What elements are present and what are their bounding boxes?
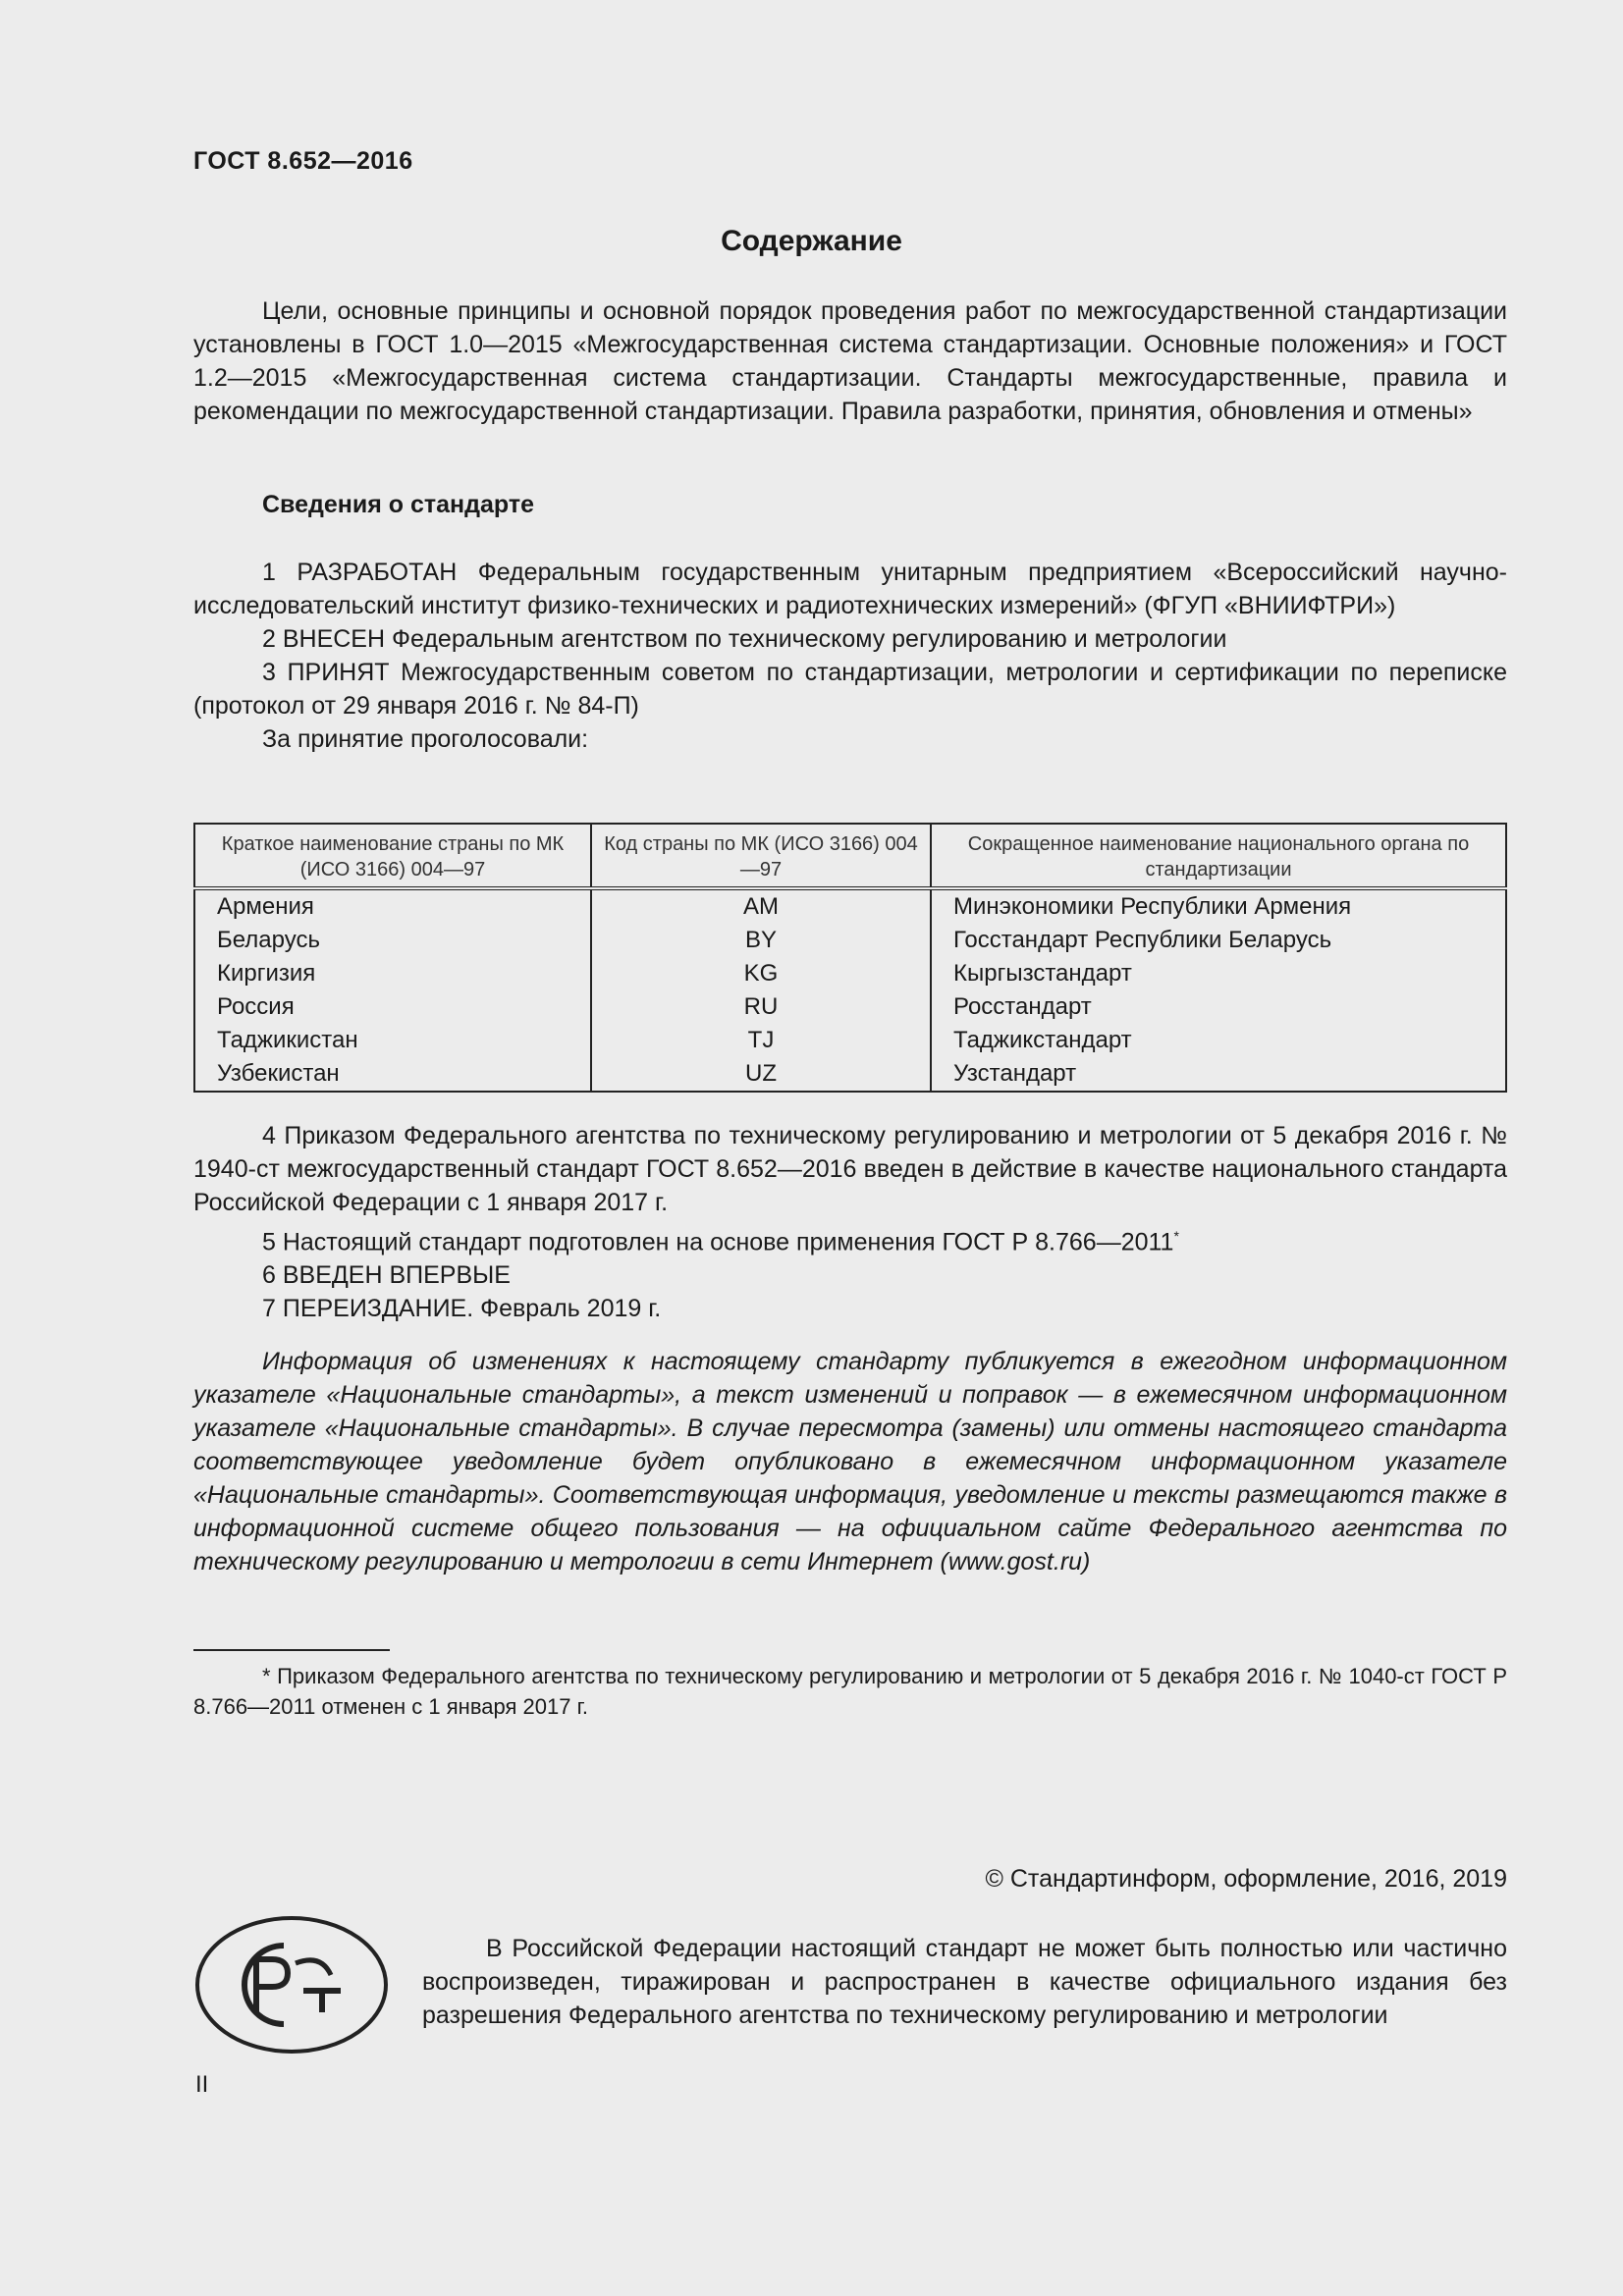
intro-text: Цели, основные принципы и основной порядок проведения работ по межгосударственной стандартизации установлены в ГОСТ 1.0—2015 «Межгосударственная система стандартизации. Основные положения» и ГОСТ 1.2—2015 «Межгосударственная система стандартизации. Стандарты межгосударственные, правила и рекомендации по межгосударственной стандартизации. Правила разработки, принятия, обновления и отмены» — [193, 297, 1507, 425]
info-item-3: 3 ПРИНЯТ Межгосударственным советом по стандартизации, метрологии и сертификации по переписке (протокол от 29 января 2016 г. № 84-П) — [193, 659, 1507, 720]
code-cell: AM — [591, 888, 931, 924]
body-cell: Кыргызстандарт — [931, 957, 1506, 990]
copyright-notice: © Стандартинформ, оформление, 2016, 2019 — [985, 1865, 1507, 1893]
standard-info-list — [193, 556, 1507, 756]
table-row — [194, 990, 1506, 1024]
table-header-row — [194, 824, 1506, 888]
body-cell: Узстандарт — [931, 1057, 1506, 1092]
info-item-4: 4 Приказом Федерального агентства по техническому регулированию и метрологии от 5 декабря 2016 г. № 1940-ст межгосударственный стандарт ГОСТ 8.652—2016 введен в действие в качестве национального стандарта Российской Федерации с 1 января 2017 г. — [193, 1122, 1507, 1216]
section-title: Сведения о стандарте — [262, 491, 535, 518]
rights-text: В Российской Федерации настоящий стандарт не может быть полностью или частично воспроизведен, тиражирован и распространен в качестве официального издания без разрешения Федерального агентства по техническому регулированию и метрологии — [422, 1935, 1507, 2029]
table-row — [194, 888, 1506, 924]
body-cell: Росстандарт — [931, 990, 1506, 1024]
intro-paragraph — [193, 294, 1507, 428]
standard-info-list-continued — [193, 1119, 1507, 1325]
table-row — [194, 924, 1506, 957]
footnote — [193, 1661, 1507, 1722]
page-number: II — [195, 2071, 209, 2098]
country-cell: Таджикистан — [194, 1024, 591, 1057]
info-item-1: 1 РАЗРАБОТАН Федеральным государственным унитарным предприятием «Всероссийский научно-исследовательский институт физико-технических и радиотехнических измерений» (ФГУП «ВНИИФТРИ») — [193, 559, 1507, 619]
document-header: ГОСТ 8.652—2016 — [193, 147, 413, 175]
footnote-divider — [193, 1649, 390, 1651]
country-cell: Россия — [194, 990, 591, 1024]
body-cell: Таджикстандарт — [931, 1024, 1506, 1057]
code-cell: TJ — [591, 1024, 931, 1057]
header-body: Сокращенное наименование национального органа по стандартизации — [931, 824, 1506, 888]
body-cell: Минэкономики Республики Армения — [931, 888, 1506, 924]
table-row — [194, 1024, 1506, 1057]
code-cell: UZ — [591, 1057, 931, 1092]
info-item-5-text: 5 Настоящий стандарт подготовлен на основе применения ГОСТ Р 8.766—2011 — [262, 1228, 1174, 1256]
footnote-text: * Приказом Федерального агентства по техническому регулированию и метрологии от 5 декабря 2016 г. № 1040-ст ГОСТ Р 8.766—2011 отменен с 1 января 2017 г. — [193, 1664, 1507, 1719]
header-country: Краткое наименование страны по МК (ИСО 3166) 004—97 — [194, 824, 591, 888]
body-cell: Госстандарт Республики Беларусь — [931, 924, 1506, 957]
page-title: Содержание — [721, 225, 902, 257]
table-row — [194, 957, 1506, 990]
country-cell: Киргизия — [194, 957, 591, 990]
country-cell: Беларусь — [194, 924, 591, 957]
country-cell: Узбекистан — [194, 1057, 591, 1092]
info-item-6: 6 ВВЕДЕН ВПЕРВЫЕ — [262, 1261, 511, 1290]
code-cell: BY — [591, 924, 931, 957]
info-item-5 — [193, 1219, 1507, 1258]
code-cell: RU — [591, 990, 931, 1024]
changes-info-block — [193, 1345, 1507, 1578]
changes-info-text: Информация об изменениях к настоящему стандарту публикуется в ежегодном информационном указателе «Национальные стандарты», а текст изменений и поправок — в ежемесячном информационном указателе «Национальные стандарты». В случае пересмотра (замены) или отмены настоящего стандарта соответствующее уведомление будет опубликовано в ежемесячном информационном указателе «Национальные стандарты». Соответствующая информация, уведомление и тексты размещаются также в информационной системе общего пользования — на официальном сайте Федерального агентства по техническому регулированию и метрологии в сети Интернет (www.gost.ru) — [193, 1348, 1507, 1575]
info-item-7: 7 ПЕРЕИЗДАНИЕ. Февраль 2019 г. — [262, 1295, 662, 1323]
vote-caption: За принятие проголосовали: — [262, 725, 589, 753]
rights-notice — [422, 1932, 1507, 2032]
info-item-2: 2 ВНЕСЕН Федеральным агентством по техническому регулированию и метрологии — [262, 625, 1227, 653]
table-row — [194, 1057, 1506, 1092]
footnote-marker: * — [1173, 1228, 1179, 1244]
code-cell: KG — [591, 957, 931, 990]
gost-logo-icon — [193, 1914, 390, 2056]
country-cell: Армения — [194, 888, 591, 924]
voting-table — [193, 823, 1507, 1093]
header-code: Код страны по МК (ИСО 3166) 004—97 — [591, 824, 931, 888]
